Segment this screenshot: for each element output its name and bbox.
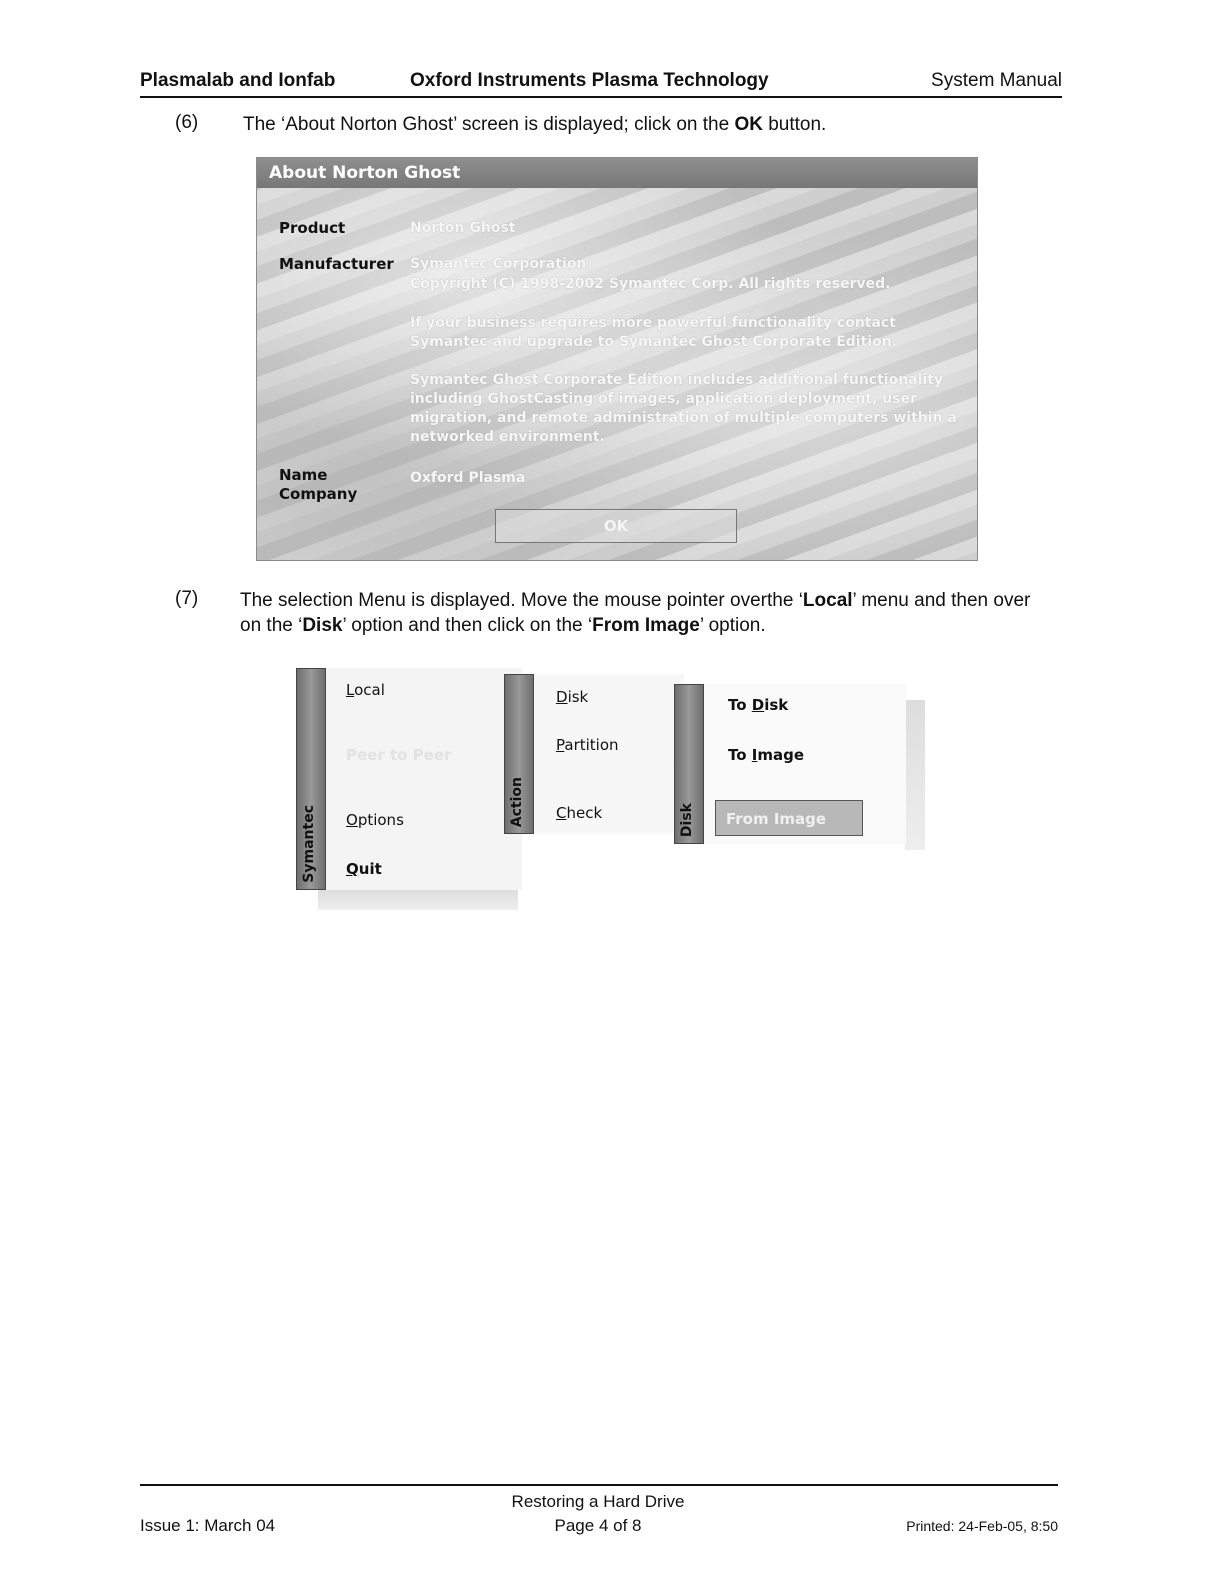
menu-item-to-disk[interactable]: To Disk (728, 696, 789, 714)
menu-item-check[interactable]: Check (556, 804, 603, 822)
manufacturer-value: Symantec Corporation (410, 256, 587, 272)
upgrade-text: If your business requires more powerful functionality contact Symantec and upgrade to Symantec Ghost Corporate Edition. (410, 315, 897, 350)
name-value: Oxford Plasma (410, 470, 526, 486)
menu-item-options[interactable]: Options (346, 811, 404, 829)
header-product: Plasmalab and Ionfab (140, 70, 336, 91)
header-manual: System Manual (931, 70, 1062, 91)
step-7-text: The selection Menu is displayed. Move the mouse pointer overthe ‘Local’ menu and then over on the ‘Disk’ option and then click on the ‘From Image’ option. (240, 590, 1031, 636)
page-header (140, 70, 1062, 98)
product-label: Product (279, 219, 346, 237)
symantec-menu (296, 668, 522, 890)
disk-submenu (674, 684, 906, 844)
disk-submenu-sidebar: Disk (674, 684, 704, 844)
menu-item-quit[interactable]: Quit (346, 860, 382, 878)
menu-shadow (905, 700, 925, 850)
copyright-text: Copyright (C) 1998-2002 Symantec Corp. All rights reserved. (410, 276, 891, 292)
name-label: Name (279, 466, 328, 484)
menu-item-local[interactable]: Local (346, 681, 385, 699)
company-label: Company (279, 485, 358, 503)
header-company: Oxford Instruments Plasma Technology (410, 70, 769, 91)
manufacturer-label: Manufacturer (279, 255, 394, 273)
menu-item-to-image[interactable]: To Image (728, 746, 805, 764)
ok-button[interactable]: OK (495, 509, 737, 543)
footer-issue: Issue 1: March 04 (140, 1516, 276, 1535)
action-menu (504, 674, 684, 834)
about-norton-ghost-dialog (256, 157, 978, 561)
menu-item-peer-to-peer[interactable]: Peer to Peer (346, 746, 452, 764)
menu-shadow (318, 890, 518, 910)
step-6-number: (6) (175, 112, 199, 133)
menu-item-from-image[interactable]: From Image (715, 800, 863, 836)
menu-item-partition[interactable]: Partition (556, 736, 619, 754)
footer-page: Page 4 of 8 (554, 1516, 642, 1535)
footer-rule (140, 1484, 1058, 1486)
step-6-text: The ‘About Norton Ghost’ screen is displayed; click on the OK button. (243, 114, 827, 135)
step-7-number: (7) (175, 588, 199, 609)
menu-item-disk[interactable]: Disk (556, 688, 589, 706)
symantec-menu-sidebar: Symantec (296, 668, 326, 890)
dialog-title: About Norton Ghost (257, 158, 977, 188)
action-menu-sidebar: Action (504, 674, 534, 834)
product-value: Norton Ghost (410, 220, 516, 236)
footer-section: Restoring a Hard Drive (511, 1492, 685, 1511)
corporate-edition-text: Symantec Ghost Corporate Edition includes additional functionality including GhostCasting of images, application deployment, user migration, and remote administration of multiple computers within a networked environment. (410, 372, 957, 445)
footer-printed: Printed: 24-Feb-05, 8:50 (906, 1518, 1058, 1534)
